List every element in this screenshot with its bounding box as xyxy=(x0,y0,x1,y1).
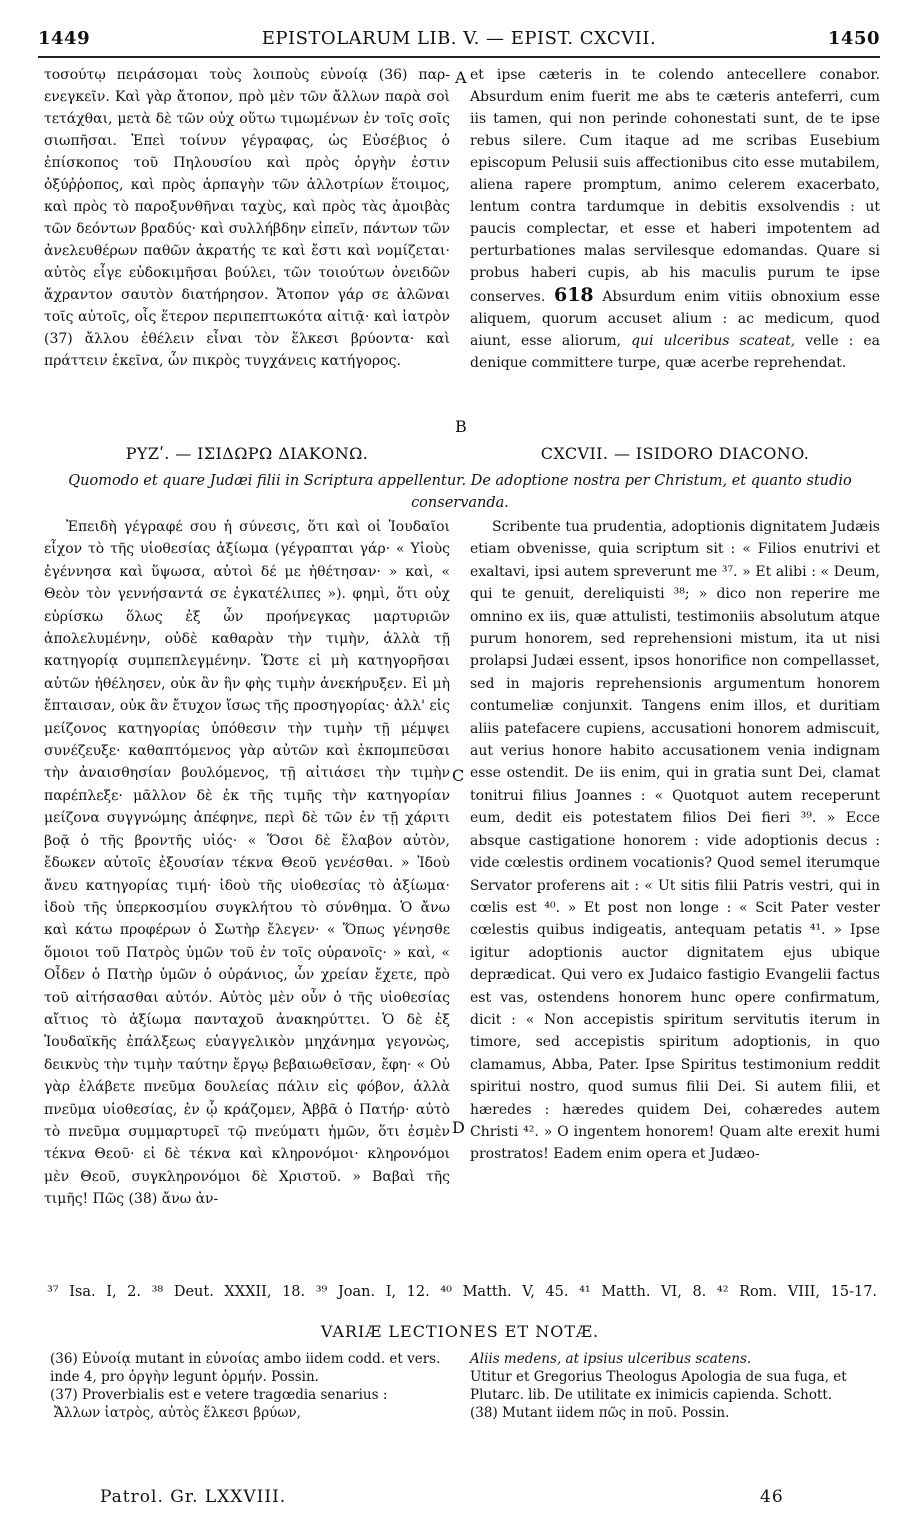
greek-letter-title: ΡΥΖʹ. — ΙΣΙΔΩΡΩ ΔΙΑΚΟΝΩ. xyxy=(125,444,369,463)
margin-mark-a: A xyxy=(455,68,467,87)
note-37-verse: Ἄλλων ἰατρὸς, αὐτὸς ἕλκεσι βρύων, xyxy=(54,1405,301,1421)
note-37-sources: Utitur et Gregorius Theologus Apologia de sua fuga, et Plutarc. lib. De utilitate ex inimicis capienda. Schott. xyxy=(470,1369,847,1403)
greek-column-letter xyxy=(44,516,450,1211)
letter-subtitle: Quomodo et quare Judæi filii in Scriptura appellentur. De adoptione nostra per Christum, et quanto studio conservanda. xyxy=(68,473,852,511)
scripture-references: ³⁷ Isa. I, 2. ³⁸ Deut. XXXII, 18. ³⁹ Joan. I, 12. ⁴⁰ Matth. V, 45. ⁴¹ Matth. VI, 8. ⁴² Rom. VIII, 15-17. xyxy=(46,1284,878,1300)
greek-letter-text: Ἐπειδὴ γέγραφέ σου ἡ σύνεσις, ὅτι καὶ οἱ Ἰουδαῖοι εἶχον τὸ τῆς υἱοθεσίας ἀξίωμα (γέγραπται γάρ· « Υἱοὺς ἐγέννησα καὶ ὕψωσα, αὐτοὶ δέ με ἠθέτησαν· » καὶ, « Θεὸν τὸν γεννήσαντά σε ἐγκατέλιπες »). φημὶ, ὅτι οὐχ εὑρίσκω ὅλως ἐξ ὧν προήνεγκας μαρτυριῶν ἀπολελυμένην, οὐδὲ καθαρὰν τὴν τιμὴν, ἀλλὰ τῇ κατηγορίᾳ συμπεπλεγμένην. Ὥστε εἰ μὴ κατηγορῆσαι αὐτῶν ἠθέλησεν, οὐκ ἂν ἣν φὴς τιμὴν ἀνεκήρυξεν. Εἰ μὴ ἔπταισαν, οὐκ ἂν ἔτυχον ἴσως τῆς προσηγορίας· ἀλλ' εἰς μείζονος κατηγορίας ὑπόθεσιν τὴν τιμὴν τῇ μέμψει συνέζευξε· καθαπτόμενος γὰρ αὐτῶν καὶ ἐκπομπεῦσαι τὴν ἀναισθησίαν βουλόμενος, τῇ αἰτιάσει τὴν τιμὴν παρέπλεξε· μᾶλλον δὲ ἐκ τῆς τιμῆς τὴν κατηγορίαν μείζονα συγγνώμης ἀπέφηνε, περὶ δὲ τῶν ἐν τῇ χάριτι βοᾷ ὁ τῆς βροντῆς υἱός· « Ὅσοι δὲ ἔλαβον αὐτὸν, ἔδωκεν αὐτοῖς ἐξουσίαν τέκνα Θεοῦ γενέσθαι. » Ἰδοὺ ἄνευ κατηγορίας τιμή· ἰδοὺ τῆς υἱοθεσίας τὸ ἀξίωμα· ἰδοὺ τῆς ὑπερκοσμίου συγκλήτου τὸ σύνθημα. Ὁ ἄνω καὶ κάτω προφέρων ὁ Σωτὴρ ἔλεγεν· « Ὅπως γένησθε ὅμοιοι τοῦ Πατρὸς ὑμῶν τοῦ ἐν τοῖς οὐρανοῖς· » καὶ, « Οἶδεν ὁ Πατὴρ ὑμῶν ὁ οὐράνιος, ὧν χρείαν ἔχετε, πρὸ τοῦ αἰτήσασθαι αὐτόν. Αὐτὸς μὲν οὖν ὁ τῆς υἱοθεσίας αἴτιος τὸ ἀξίωμα πανταχοῦ ἀνακηρύττει. Ὁ δὲ ἐξ Ἰουδαϊκῆς ἐπάλξεως εὐαγγελικὸν μηχάνημα γεγονὼς, δεικνὺς τὴν τιμὴν ταύτην ἔργῳ βεβαιωθεῖσαν, ἔφη· « Οὐ γὰρ ἐλάβετε πνεῦμα δουλείας πάλιν εἰς φόβον, ἀλλὰ πνεῦμα υἱοθεσίας, ἐν ᾧ κράζομεν, Ἀββᾶ ὁ Πατήρ· αὐτὸ τὸ πνεῦμα συμμαρτυρεῖ τῷ πνεύματι ἡμῶν, ὅτι ἐσμὲν τέκνα Θεοῦ· εἰ δὲ τέκνα καὶ κληρονόμοι· κληρονόμοι μὲν Θεοῦ, συγκληρονόμοι δὲ Χριστοῦ. » Βαβαὶ τῆς τιμῆς! Πῶς (38) ἄνω ἀν- xyxy=(44,519,450,1208)
column-number: 618 xyxy=(553,284,594,306)
footer-collection: Patrol. Gr. LXXVIII. xyxy=(100,1487,287,1507)
latin-paragraph: et ipse cæteris in te colendo antecellere conabor. Absurdum enim fuerit me abs te cæteris anteferri, cum iis tamen, qui non perinde cohonestati sunt, de te ipse rebus silere. Cum itaque ad me scribas Eusebium episcopum Pelusii suis affectionibus cito esse mutabilem, aliena rapere promptum, animo celerem exacerbato, lentum contra tardumque in debitis exsolvendis : ut paucis complectar, et esse et haberi impotentem ad perturbationes malas servilesque edomandas. Quare si probus haberi cupis, ab his maculis purum te ipse conserves. 618 Absurdum enim vitiis obnoxium esse aliquem, quorum accuset alium : ac medicum, quod aiunt, esse aliorum, qui ulceribus scateat, velle : ea denique committere turpe, quæ acerbe reprehendat. xyxy=(470,67,881,371)
notes-heading: VARIÆ LECTIONES ET NOTÆ. xyxy=(320,1322,600,1341)
latin-letter-title: CXCVII. — ISIDORO DIACONO. xyxy=(540,444,810,463)
note-37-translation: Aliis medens, at ipsius ulceribus scatens. xyxy=(470,1351,752,1367)
latin-letter-text: Scribente tua prudentia, adoptionis dignitatem Judæis etiam obvenisse, quia scriptum sit : « Filios enutrivi et exaltavi, ipsi autem spreverunt me ³⁷. » Et alibi : « Deum, qui te genuit, dereliquisti ³⁸; » dico non reperire me omnino ex iis, quæ attulisti, testimoniis absolutum atque purum honorem, sed reprehensioni mistum, ita ut nisi prolapsi Judæi essent, ipsos honorifice non compellasset, sed in majoris reprehensionis argumentum honorem contumeliæ conjunxit. Tangens enim illos, et duritiam aliis patefacere cupiens, accusationi honorem admiscuit, aut verius honore habito accusationem venia indignam esse ostendit. De iis enim, qui in gratia sunt Dei, clamat tonitrui filius Joannes : « Quotquot autem receperunt eum, dedit eis potestatem filios Dei fieri ³⁹. » Ecce absque castigatione honorem : vide adoptionis decus : vide cœlestis ordinem vocationis? Quod semel iterumque Servator proferens ait : « Ut sitis filii Patris vestri, qui in cœlis est ⁴⁰. » Et post non longe : « Scit Pater vester cœlestis quibus indigeatis, antequam petatis ⁴¹. » Ipse igitur adoptionis auctor dignitatem ejus ubique deprædicat. Qui vero ex Judaico fastigio Evangelii factus est vas, ostendens honorem hunc opere confirmatum, dicit : « Non accepistis spiritum servitutis iterum in timore, sed accepistis spiritum adoptionis, in quo clamamus, Abba, Pater. Ipse Spiritus testimonium reddit spiritui nostro, quod sumus filii Dei. Si autem filii, et hæredes : hæredes quidem Dei, cohæredes autem Christi ⁴². » O ingentem honorem! Quam alte erexit humi prostratos! Eadem enim opera et Judæo- xyxy=(470,519,880,1163)
margin-mark-d: D xyxy=(452,1118,465,1137)
greek-paragraph: τοσούτῳ πειράσομαι τοὺς λοιποὺς εὐνοίᾳ (36) παρ- ενεγκεῖν. Καὶ γὰρ ἄτοπον, πρὸ μὲν τῶν ἄλλων παρὰ σοὶ τετάχθαι, μετὰ δὲ τῶν οὐχ οὕτω τιμωμένων ἐν τοῖς σοῖς σιωπῆσαι. Ἐπεὶ τοίνυν γέγραφας, ὡς Εὐσέβιος ὁ ἐπίσκοπος τοῦ Πηλουσίου καὶ πρὸς ὀργὴν ἐστιν ὀξύῤῥοπος, καὶ πρὸς ἁρπαγὴν τῶν ἀλλοτρίων ἕτοιμος, καὶ πρὸς τὸ παροξυνθῆναι ταχὺς, καὶ πρὸς τὰς ἀμοιβὰς τῶν δεόντων βραδύς· καὶ συλλήβδην εἰπεῖν, πάντων τῶν ἀνελευθέρων παθῶν ἀκρατής τε καὶ ἔστι καὶ νομίζεται· αὐτὸς εἶγε εὐδοκιμῆσαι βούλει, τῶν τοιούτων ὀνειδῶν ἄχραντον σαυτὸν διατήρησον. Ἄτοπον γάρ σε ἀλῶναι τοῖς αὐτοῖς, οἷς ἕτερον περιπεπτωκότα αἰτιᾷ· καὶ ἰατρὸν (37) ἄλλου ἐθέλειν εἶναι τὸν ἕλκεσι βρύοντα· καὶ πράττειν ἐκεῖνα, ὧν πικρὸς τυγχάνεις κατήγορος. xyxy=(44,67,450,369)
latin-column-letter xyxy=(470,516,880,1166)
margin-mark-c: C xyxy=(452,766,465,785)
greek-column-top xyxy=(44,64,450,372)
note-38: (38) Mutant iidem πῶς in ποῦ. Possin. xyxy=(470,1405,730,1421)
latin-column-top xyxy=(470,64,880,374)
footer-signature: 46 xyxy=(760,1487,784,1507)
margin-mark-b: B xyxy=(455,417,467,436)
notes-right xyxy=(470,1350,878,1422)
note-36: (36) Εὐνοίᾳ mutant in εὐνοίας ambo iidem codd. et vers. inde 4, pro ὀργὴν legunt ὁρμήν. Possin. xyxy=(50,1351,441,1385)
running-title: EPISTOLARUM LIB. V. — EPIST. CXCVII. xyxy=(261,28,657,49)
note-37: (37) Proverbialis est e vetere tragœdia senarius : xyxy=(50,1387,388,1403)
notes-left xyxy=(50,1350,450,1422)
page-number-left: 1449 xyxy=(38,28,91,49)
running-header xyxy=(38,28,880,58)
page-number-right: 1450 xyxy=(827,28,880,49)
